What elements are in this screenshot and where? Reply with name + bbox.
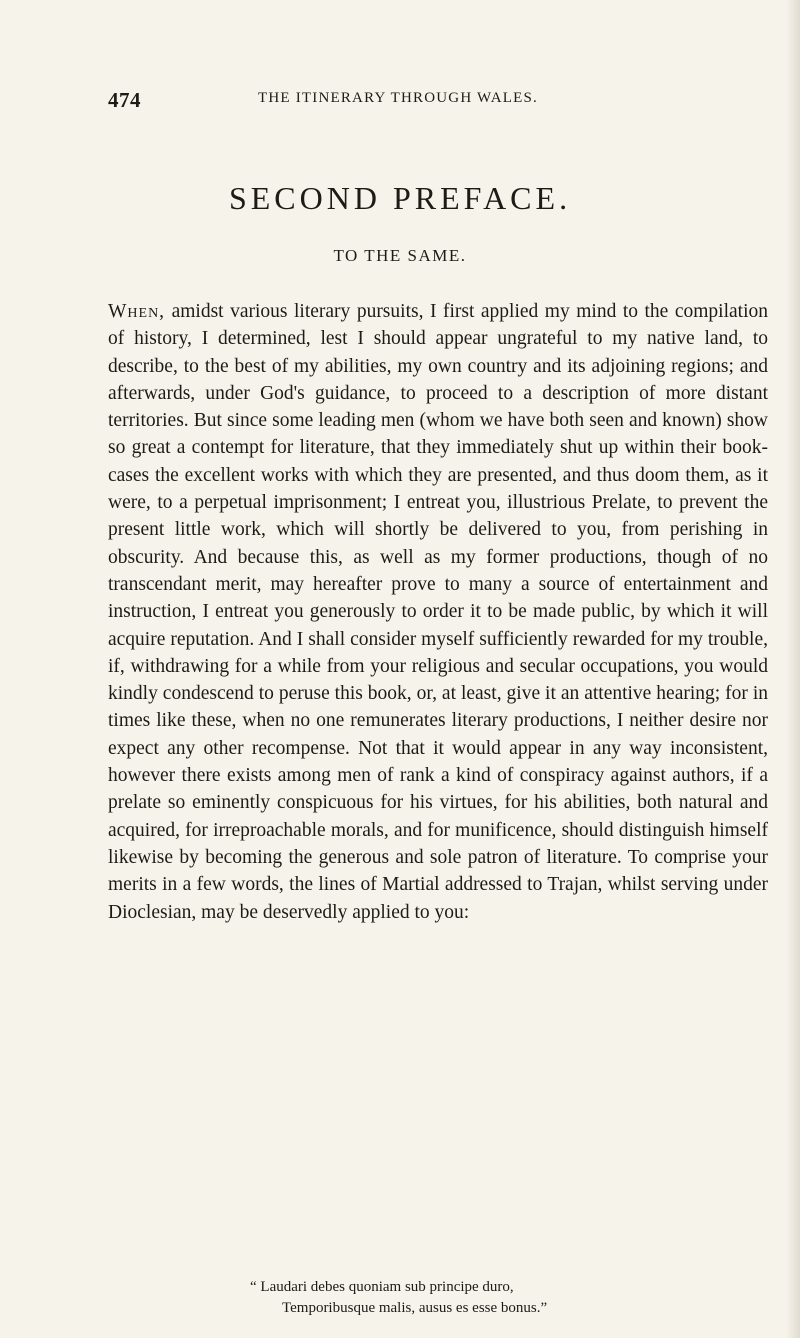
latin-quotation	[250, 1277, 750, 1319]
quote-line-2: Temporibusque malis, ausus es esse bonus.”	[282, 1300, 548, 1316]
chapter-subtitle: TO THE SAME.	[333, 246, 467, 265]
paragraph-text: amidst various literary pursuits, I first applied my mind to the compilation of history, I determined, lest I should appear ungrateful to my native land, to describe, to the best of my abilities, my own country and its adjoining regions; and afterwards, under God's guidance, to proceed to a description of more distant territories. But since some leading men (whom we have both seen and known) show so great a contempt for literature, that they immediately shut up within their book-cases the excellent works with which they are presented, and thus doom them, as it were, to a perpetual imprisonment; I entreat you, illustrious Prelate, to prevent the present little work, which will shortly be delivered to you, from perishing in obscurity. And because this, as well as my former productions, though of no transcendant merit, may hereafter prove to many a source of entertainment and instruction, I entreat you generously to order it to be made public, by which it will acquire reputation. And I shall consider myself sufficiently rewarded for my trouble, if, withdrawing for a while from your religious and secular occupations, you would kindly condescend to peruse this book, or, at least, give it an attentive hearing; for in times like these, when no one remunerates literary productions, I neither desire nor expect any other recompense. Not that it would appear in any way inconsistent, however there exists among men of rank a kind of conspiracy against authors, if a prelate so eminently conspicuous for his virtues, for his abilities, both natural and acquired, for irreproachable morals, and for munificence, should distinguish himself likewise by becoming the generous and sole patron of literature. To comprise your merits in a few words, the lines of Martial addressed to Trajan, whilst serving under Dioclesian, may be deservedly applied to you:	[108, 301, 768, 923]
running-head	[108, 88, 668, 114]
running-title: THE ITINERARY THROUGH WALES.	[258, 90, 538, 106]
chapter-title: SECOND PREFACE.	[228, 180, 572, 216]
opening-word: When,	[108, 301, 166, 322]
quote-line-1: “ Laudari debes quoniam sub principe duro,	[250, 1279, 514, 1295]
body-paragraph	[108, 298, 768, 926]
page-number: 474	[108, 88, 141, 112]
